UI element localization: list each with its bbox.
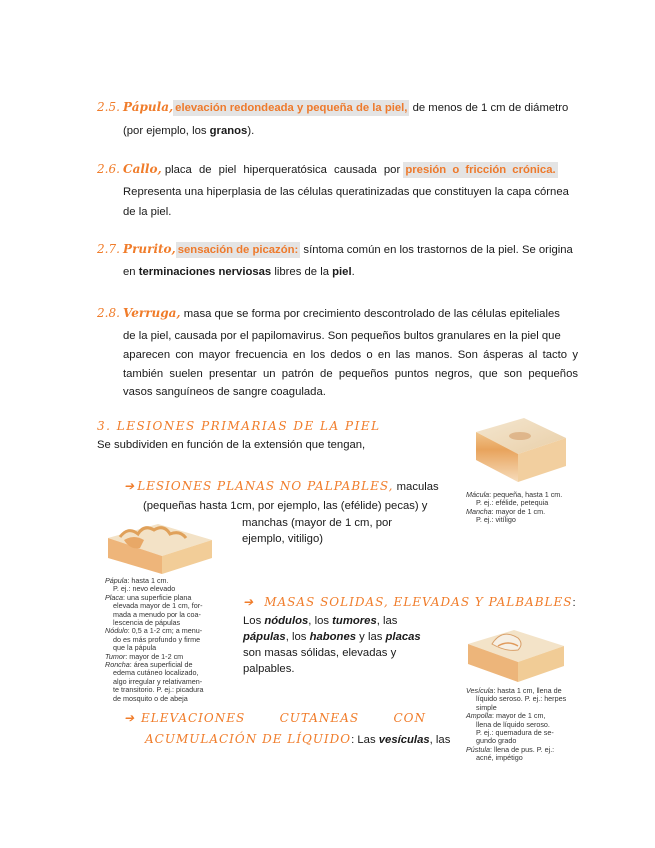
text: (por ejemplo, los — [123, 125, 210, 137]
highlight: elevación redondeada y pequeña de la piel, — [175, 102, 408, 114]
caption-line: Nódulo: 0,5 a 1-2 cm; a menu- — [105, 626, 203, 636]
caption-line: gundo grado — [476, 736, 517, 746]
caption-text: : mayor de 1 cm. — [491, 506, 546, 516]
caption-line: Pápula: hasta 1 cm. — [105, 576, 169, 585]
elevaciones-title-2: ACUMULACIÓN DE LÍQUIDO — [145, 732, 352, 746]
caption-line: do es más profundo y firme — [113, 634, 201, 644]
caption-line: Pústula: llena de pus. P. ej.: — [466, 744, 555, 754]
lesiones-planas — [124, 479, 439, 494]
lesiones-planas-line4: ejemplo, vitiligo) — [242, 533, 323, 545]
macula-illustration — [462, 412, 572, 486]
section-2-5 — [97, 100, 568, 115]
section-2-8 — [97, 306, 560, 321]
masas-solidas-title: MASAS SOLIDAS, ELEVADAS Y PALBABLES — [264, 595, 573, 609]
caption-line: algo irregular y relativamen- — [113, 676, 203, 686]
section-2-8-line5: vasos sanguíneos de sangre coagulada. — [123, 386, 326, 398]
caption-line: llena de líquido seroso. — [476, 719, 550, 729]
arrow-right-icon: ➔ — [124, 711, 135, 725]
masas-solidas-line1: Los nódulos, los tumores, las — [243, 615, 398, 627]
section-number: 2.8. — [97, 306, 120, 320]
papula-caption — [105, 577, 204, 703]
text: libres de la — [271, 266, 333, 278]
bold-text: piel — [332, 266, 352, 278]
elevaciones-line2: ACUMULACIÓN DE LÍQUIDO: Las vesículas, las — [145, 732, 451, 746]
text: placa de piel hiperqueratósica causada por — [164, 164, 401, 176]
section-number: 2.6. — [97, 162, 120, 176]
caption-text: : pequeña, hasta 1 cm. — [489, 490, 563, 499]
text: maculas — [393, 481, 439, 493]
text: masa que se forma por crecimiento descontrolado de las células epiteliales — [183, 308, 560, 320]
term-callo: Callo, — [123, 162, 162, 176]
lesiones-planas-line2: (pequeñas hasta 1cm, por ejemplo, las (efélide) pecas) y — [143, 500, 428, 512]
text: síntoma común en los trastornos de la piel. Se origina — [303, 244, 573, 256]
section-2-8-line4: también suelen presentar un patrón de pequeños puntos negros, que son pequeños — [123, 368, 578, 380]
section-2-7 — [97, 242, 573, 257]
caption-line: que la pápula — [113, 643, 157, 653]
section-3-heading: 3. LESIONES PRIMARIAS DE LA PIEL — [97, 419, 381, 433]
caption-line: Vesícula: hasta 1 cm, llena de — [466, 686, 562, 695]
section-3-intro: Se subdividen en función de la extensión que tengan, — [97, 439, 366, 451]
section-2-8-line2: de la piel, causada por el papilomavirus. Son pequeños bultos granulares en la piel que — [123, 330, 561, 342]
term-prurito: Prurito, — [123, 242, 176, 256]
text: . — [351, 266, 355, 278]
elevaciones-line1 — [124, 711, 426, 726]
caption-line: Ampolla: mayor de 1 cm, — [466, 711, 546, 721]
caption-line: Roncha: área superficial de — [105, 660, 193, 670]
caption-line: mada a menudo por la coa- — [113, 609, 201, 619]
section-2-6 — [97, 162, 579, 177]
text: : — [572, 597, 576, 609]
caption-line: acné, impétigo — [476, 753, 523, 763]
caption-line: edema cutáneo localizado, — [113, 668, 199, 678]
elevaciones-title: ELEVACIONES CUTANEAS CON — [140, 711, 426, 725]
caption-line: P. ej.: quemadura de se- — [476, 728, 554, 738]
vesicula-caption — [466, 687, 566, 763]
bold-text: terminaciones nerviosas — [138, 266, 272, 278]
arrow-right-icon: ➔ — [243, 595, 254, 609]
caption-line: líquido seroso. P. ej.: herpes — [476, 694, 567, 704]
caption-line: de mosquito o de abeja — [113, 693, 188, 703]
masas-solidas-line2: pápulas, los habones y las placas — [243, 631, 421, 643]
section-2-6-line3: de la piel. — [123, 206, 172, 218]
term-papula: Pápula, — [123, 100, 174, 114]
caption-line: Placa: una superficie plana — [105, 592, 192, 602]
section-number: 2.7. — [97, 242, 120, 256]
caption-line: Tumor: mayor de 1-2 cm — [105, 651, 184, 661]
caption-term: Mancha — [466, 506, 492, 516]
highlight: sensación de picazón: — [177, 244, 299, 256]
bold-text: granos — [209, 125, 248, 137]
text: de menos de 1 cm de diámetro — [412, 102, 569, 114]
arrow-right-icon: ➔ — [124, 479, 135, 493]
masas-solidas-line3: son masas sólidas, elevadas y — [243, 647, 397, 659]
section-2-7-line2 — [123, 265, 355, 279]
vesicula-illustration — [462, 626, 570, 684]
lesiones-planas-title: LESIONES PLANAS NO PALPABLES, — [137, 479, 394, 493]
caption-line: lescencia de pápulas — [113, 618, 181, 628]
term-verruga: Verruga, — [123, 306, 181, 320]
caption-line: te transitorio. P. ej.: picadura — [113, 685, 204, 695]
caption-text: P. ej.: efélide, petequia — [476, 498, 549, 508]
text: ). — [247, 125, 255, 137]
caption-line: simple — [476, 702, 497, 712]
macula-caption — [466, 491, 562, 525]
section-2-5-line2 — [123, 124, 254, 138]
caption-line: P. ej.: nevo elevado — [113, 584, 176, 594]
section-2-8-line3: aparecen con mayor frecuencia en los dedos o en las manos. Son ásperas al tacto y — [123, 349, 578, 361]
masas-solidas-line4: palpables. — [243, 663, 295, 675]
section-number: 2.5. — [97, 100, 120, 114]
masas-solidas — [243, 595, 576, 610]
text: en — [123, 266, 139, 278]
papula-illustration — [100, 520, 218, 576]
section-2-6-line2: Representa una hiperplasia de las células queratinizadas que constituyen la capa córnea — [123, 186, 569, 198]
lesiones-planas-line3: manchas (mayor de 1 cm, por — [242, 517, 393, 529]
caption-text: P. ej.: vitíligo — [476, 515, 516, 525]
highlight: presión o fricción crónica. — [405, 164, 556, 176]
caption-term: Mácula — [466, 490, 490, 499]
caption-line: elevada mayor de 1 cm, for- — [113, 601, 203, 611]
